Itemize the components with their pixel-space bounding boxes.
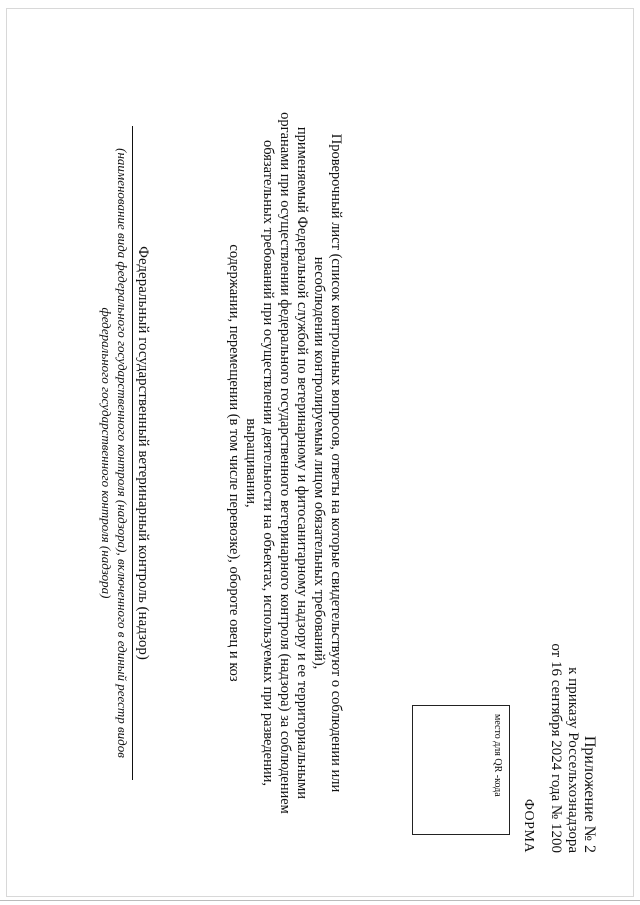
qr-code-placeholder bbox=[412, 705, 510, 835]
document-content bbox=[20, 23, 620, 883]
title-line: обязательных требований при осуществлении деятельности на объектах, используемых при разведении, выращивании, bbox=[243, 139, 276, 786]
title-line: органами при осуществлении федерального государственного ветеринарного контроля (надзора) за соблюдением bbox=[277, 111, 293, 814]
document-title bbox=[225, 103, 344, 823]
title-line: несоблюдении контролируемым лицом обязательных требований), bbox=[311, 256, 327, 669]
control-type-block bbox=[98, 93, 152, 813]
appendix-title: Приложение № 2 bbox=[581, 735, 598, 853]
hint-line: федерального государственного контроля (надзора) bbox=[99, 306, 114, 599]
order-reference: к приказу Россельхознадзора bbox=[565, 666, 581, 853]
scan-edge-line bbox=[0, 900, 640, 901]
title-line: Проверочный лист (список контрольных вопросов, ответы на которые свидетельствуют о соблюдении или bbox=[328, 133, 344, 792]
rotated-document bbox=[20, 23, 620, 883]
hint-line: (наименование вида федерального государственного контроля (надзора), включенного в единый реестр видов bbox=[115, 147, 130, 758]
qr-code-label: место для QR -кода bbox=[492, 713, 503, 797]
control-type-value: Федеральный государственный ветеринарный контроль (надзор) bbox=[132, 126, 151, 780]
order-date: от 16 сентября 2024 года № 1200 bbox=[548, 642, 564, 853]
title-line: применяемый Федеральной службой по ветеринарному и фитосанитарному надзору и ее территориальными bbox=[294, 126, 310, 799]
title-line: содержании, перемещении (в том числе перевозке), обороте овец и коз bbox=[226, 243, 242, 682]
appendix-header bbox=[547, 643, 598, 853]
form-label: ФОРМА bbox=[521, 798, 536, 853]
control-type-hint bbox=[98, 93, 130, 813]
